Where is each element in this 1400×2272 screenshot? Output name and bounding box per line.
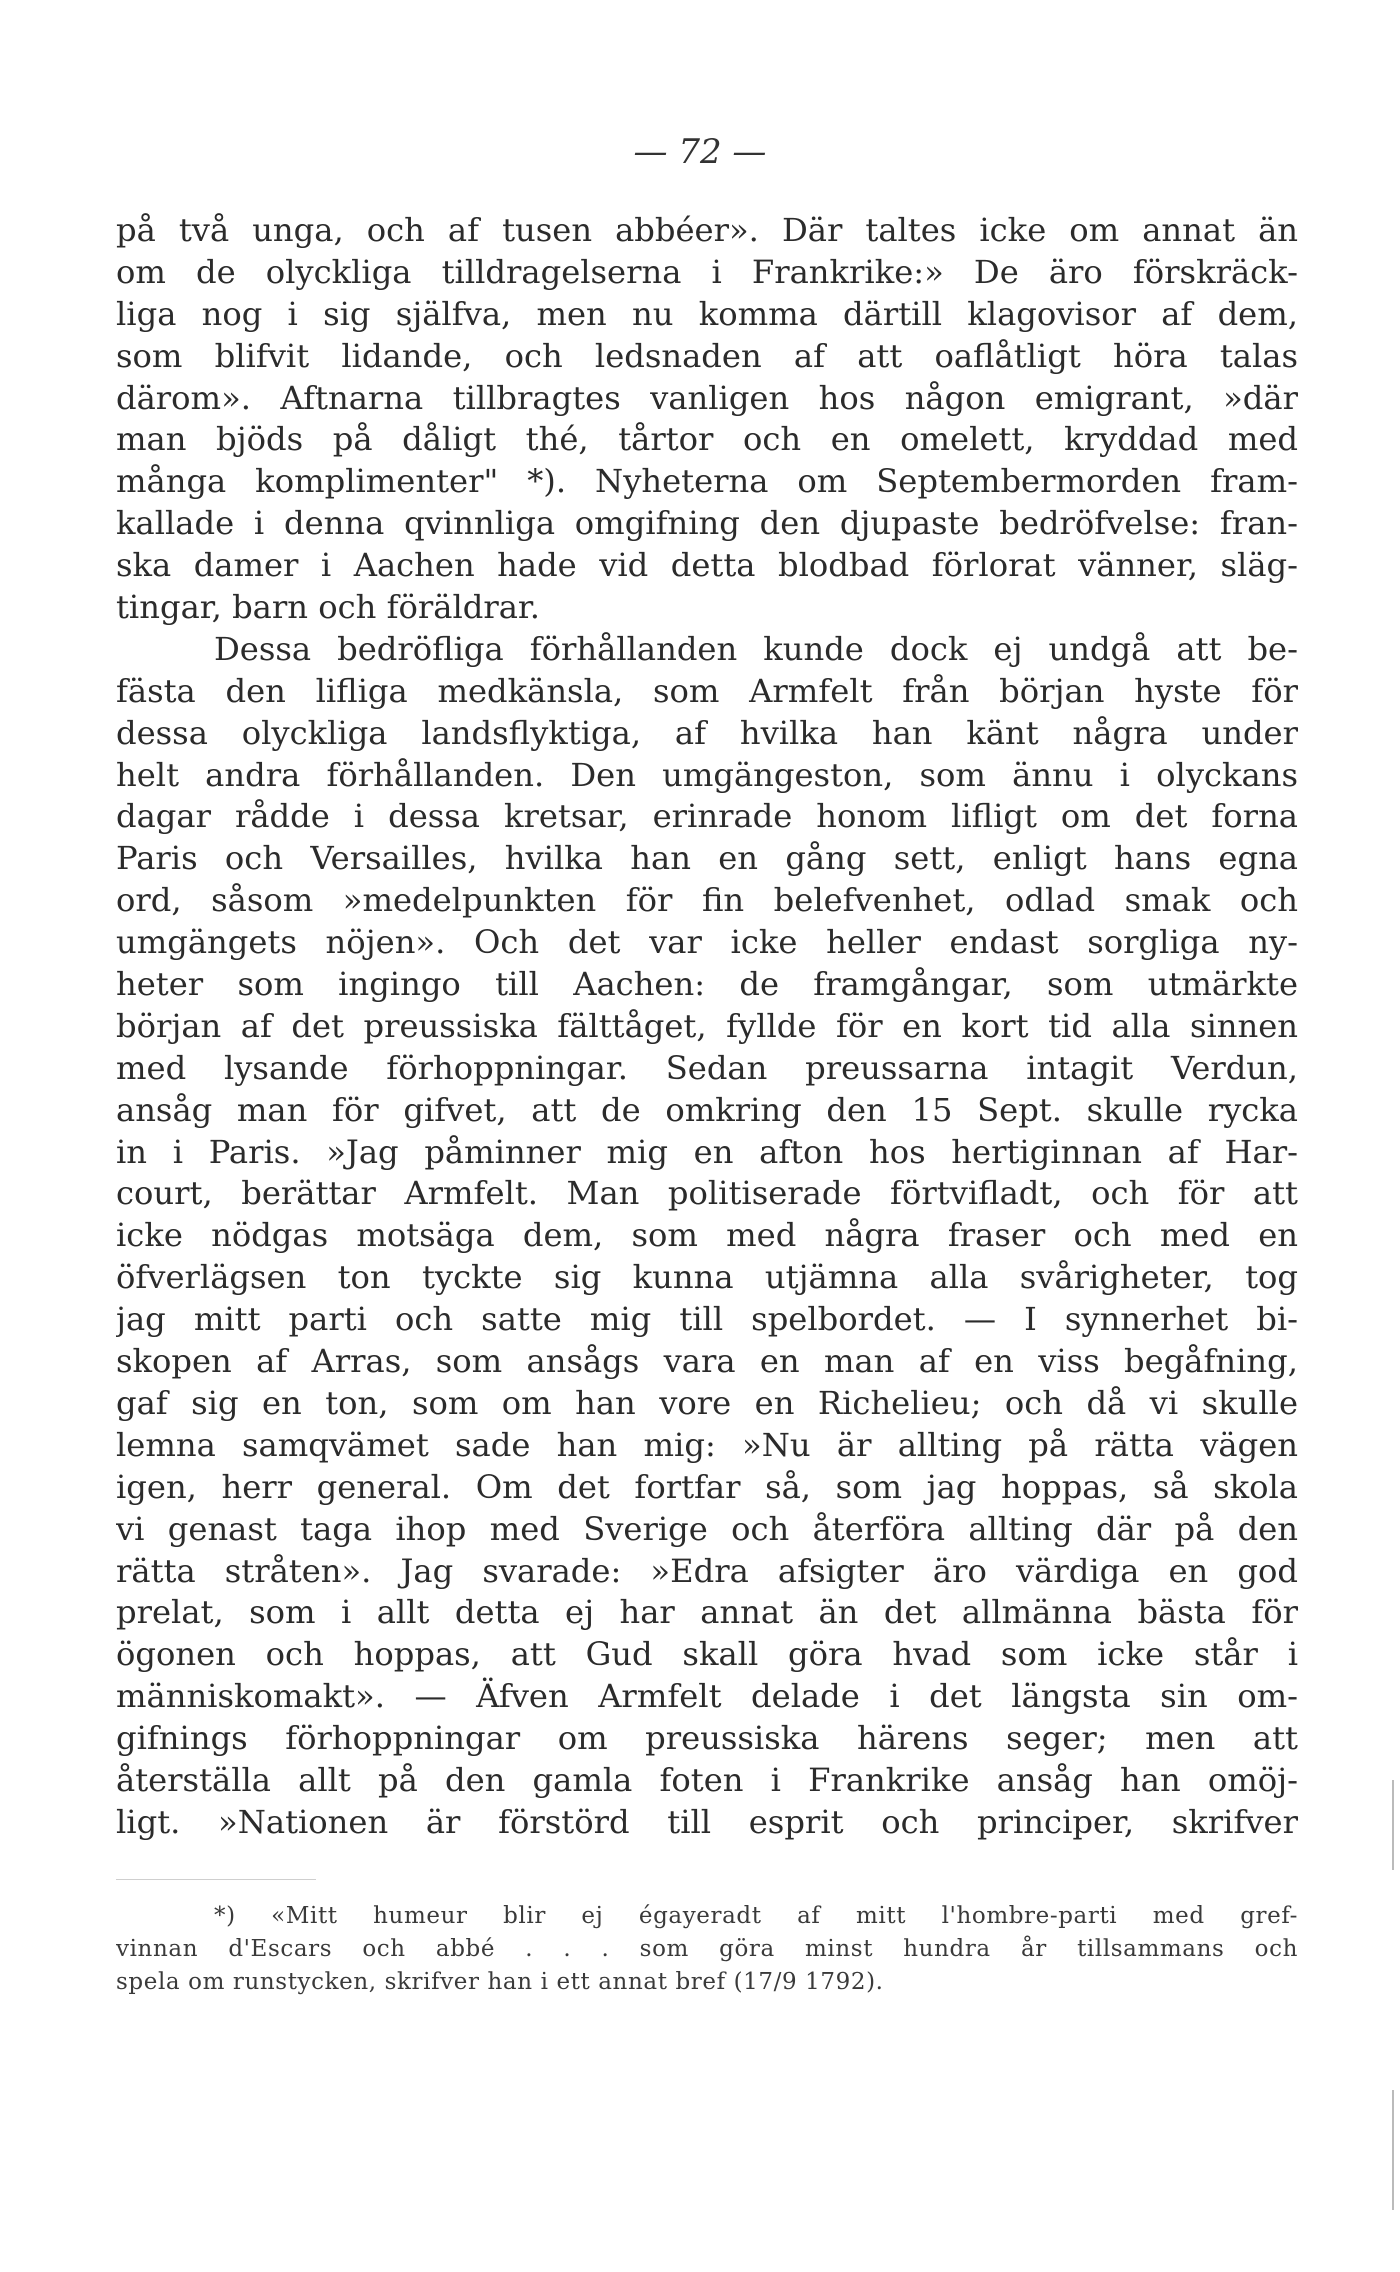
text-line: därom». Aftnarna tillbragtes vanligen hos någon emigrant, »där	[116, 378, 1298, 417]
text-line: prelat, som i allt detta ej har annat än det allmänna bästa för	[116, 1593, 1298, 1632]
text-line: tingar, barn och föräldrar.	[116, 588, 540, 627]
text-line: dessa olyckliga landsflyktiga, af hvilka han känt några under	[116, 713, 1298, 752]
footnote-divider	[116, 1879, 316, 1880]
text-line: många komplimenter" *). Nyheterna om Septembermorden fram-	[116, 462, 1298, 501]
text-line: som blifvit lidande, och ledsnaden af att oaflåtligt höra talas	[116, 336, 1298, 375]
scan-edge-mark	[1392, 1780, 1394, 1870]
text-line: igen, herr general. Om det fortfar så, som jag hoppas, så skola	[116, 1467, 1298, 1506]
text-line: jag mitt parti och satte mig till spelbordet. — I synnerhet bi-	[116, 1300, 1298, 1339]
text-line: vi genast taga ihop med Sverige och återföra allting där på den	[116, 1509, 1298, 1548]
footnote	[116, 1900, 1298, 1999]
text-line: ord, såsom »medelpunkten för fin belefvenhet, odlad smak och	[116, 881, 1298, 920]
text-line: på två unga, och af tusen abbéer». Där taltes icke om annat än	[116, 211, 1298, 249]
text-line: umgängets nöjen». Och det var icke heller endast sorgliga ny-	[116, 923, 1298, 962]
text-line: skopen af Arras, som ansågs vara en man af en viss begåfning,	[116, 1342, 1298, 1381]
text-line: början af det preussiska fälttåget, fyllde för en kort tid alla sinnen	[116, 1006, 1298, 1045]
text-line: fästa den lifliga medkänsla, som Armfelt från början hyste för	[116, 671, 1298, 710]
text-line: med lysande förhoppningar. Sedan preussarna intagit Verdun,	[116, 1048, 1298, 1087]
text-line: liga nog i sig själfva, men nu komma därtill klagovisor af dem,	[116, 294, 1298, 333]
text-line: ligt. »Nationen är förstörd till esprit och principer, skrifver	[116, 1802, 1298, 1841]
page-number: — 72 —	[633, 132, 767, 172]
text-line: människomakt». — Äfven Armfelt delade i det längsta sin om-	[116, 1677, 1298, 1716]
text-line: kallade i denna qvinnliga omgifning den djupaste bedröfvelse: fran-	[116, 504, 1298, 543]
text-line: återställa allt på den gamla foten i Frankrike ansåg han omöj-	[116, 1760, 1298, 1799]
paragraph-start-line: Dessa bedröfliga förhållanden kunde dock ej undgå att be-	[214, 629, 1298, 668]
text-line: ansåg man för gifvet, att de omkring den 15 Sept. skulle rycka	[116, 1090, 1298, 1129]
footnote-line: spela om runstycken, skrifver han i ett annat bref (17/9 1792).	[116, 1969, 884, 1995]
text-line: heter som ingingo till Aachen: de framgångar, som utmärkte	[116, 965, 1298, 1004]
text-line: in i Paris. »Jag påminner mig en afton hos hertiginnan af Har-	[116, 1132, 1298, 1171]
text-line: icke nödgas motsäga dem, som med några fraser och med en	[116, 1216, 1298, 1255]
text-line: rätta stråten». Jag svarade: »Edra afsigter äro värdiga en god	[116, 1551, 1298, 1590]
text-line: ögonen och hoppas, att Gud skall göra hvad som icke står i	[116, 1635, 1298, 1674]
text-line: Paris och Versailles, hvilka han en gång sett, enligt hans egna	[116, 839, 1298, 878]
text-line: man bjöds på dåligt thé, tårtor och en omelett, kryddad med	[116, 420, 1298, 459]
text-line: om de olyckliga tilldragelserna i Frankrike:» De äro förskräck-	[116, 252, 1298, 291]
footnote-line: vinnan d'Escars och abbé . . . som göra minst hundra år tillsammans och	[116, 1936, 1298, 1962]
text-line: gifnings förhoppningar om preussiska härens seger; men att	[116, 1719, 1298, 1758]
text-line: helt andra förhållanden. Den umgängeston, som ännu i olyckans	[116, 755, 1298, 794]
body-text	[116, 210, 1298, 1844]
text-line: ska damer i Aachen hade vid detta blodbad förlorat vänner, släg-	[116, 546, 1298, 585]
text-line: court, berättar Armfelt. Man politiserade förtvifladt, och för att	[116, 1174, 1298, 1213]
footnote-line: *) «Mitt humeur blir ej égayeradt af mitt l'hombre-parti med gref-	[214, 1903, 1298, 1929]
text-line: dagar rådde i dessa kretsar, erinrade honom lifligt om det forna	[116, 797, 1298, 836]
text-line: gaf sig en ton, som om han vore en Richelieu; och då vi skulle	[116, 1383, 1298, 1422]
scan-edge-mark	[1392, 2090, 1394, 2210]
text-line: öfverlägsen ton tyckte sig kunna utjämna alla svårigheter, tog	[116, 1258, 1298, 1297]
text-line: lemna samqvämet sade han mig: »Nu är allting på rätta vägen	[116, 1425, 1298, 1464]
